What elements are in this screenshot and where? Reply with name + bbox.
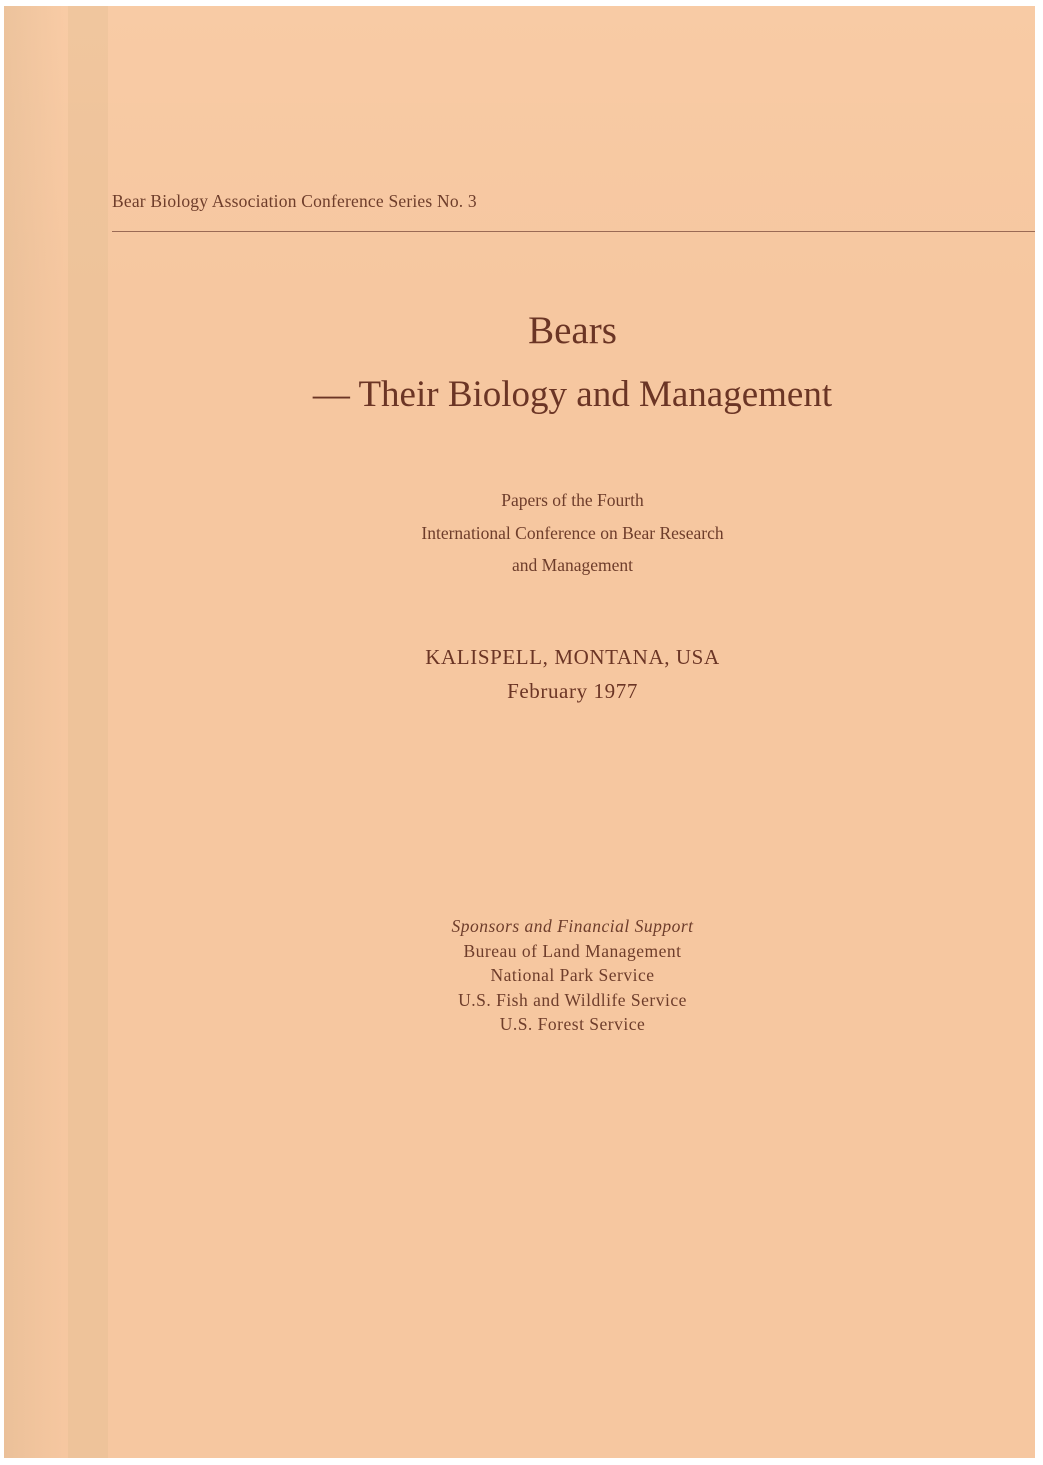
series-label: Bear Biology Association Conference Series No. 3	[112, 191, 477, 211]
divider-rule	[112, 231, 1035, 232]
sponsors-heading: Sponsors and Financial Support	[451, 916, 694, 936]
sponsors-block	[4, 914, 1035, 1037]
conference-location: KALISPELL, MONTANA, USA	[425, 645, 720, 669]
sponsor-item: National Park Service	[490, 965, 655, 985]
book-title: Bears	[528, 309, 617, 352]
papers-line: and Management	[512, 555, 633, 575]
conference-location-block	[4, 640, 1035, 708]
papers-description	[4, 484, 1035, 582]
conference-date: February 1977	[507, 679, 638, 703]
sponsor-item: U.S. Forest Service	[499, 1014, 646, 1034]
sponsor-item: U.S. Fish and Wildlife Service	[458, 989, 687, 1010]
papers-line: International Conference on Bear Research	[421, 522, 724, 543]
sponsor-item: Bureau of Land Management	[463, 940, 682, 961]
papers-line: Papers of the Fourth	[501, 490, 644, 510]
cover-page	[4, 6, 1035, 1458]
book-subtitle: — Their Biology and Management	[312, 374, 833, 415]
